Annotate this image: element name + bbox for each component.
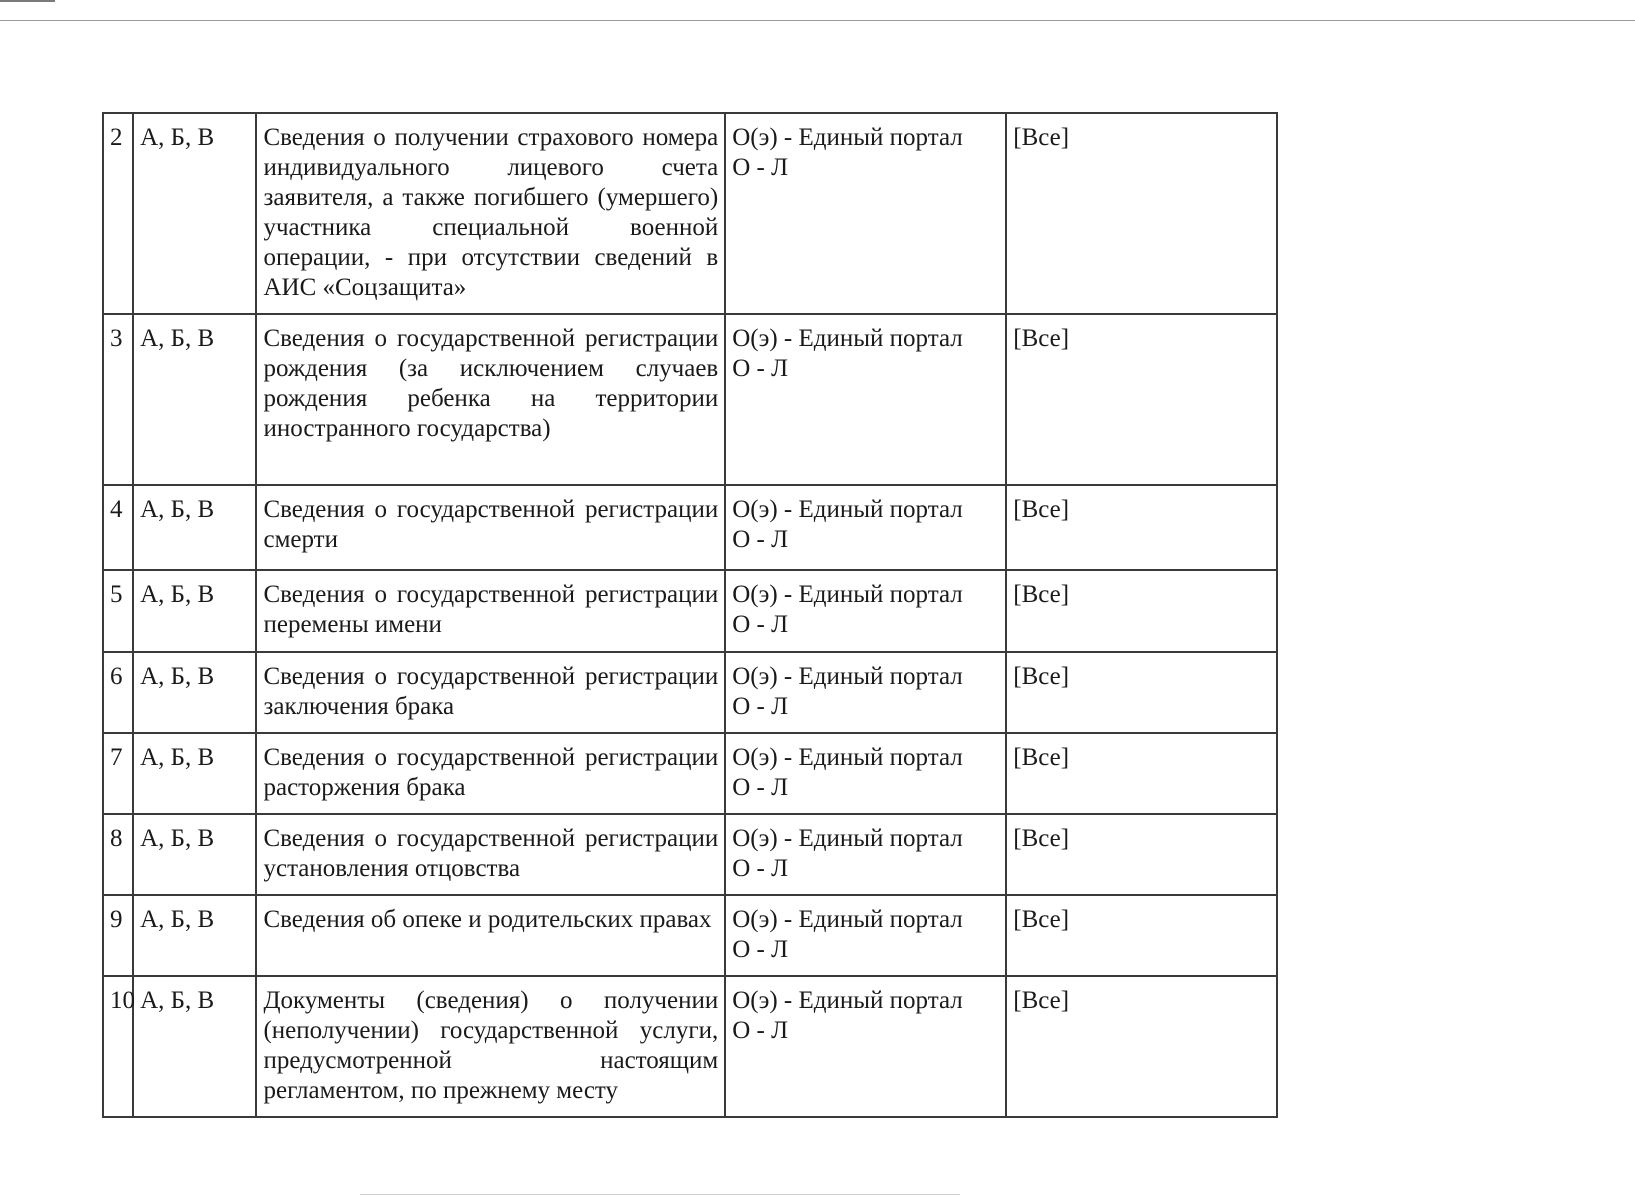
source-electronic: О(э) - Единый портал (732, 496, 963, 523)
row-recipients: [Все] (1006, 733, 1277, 814)
row-number: 9 (103, 895, 133, 976)
table-row (103, 814, 1277, 895)
table-row (103, 976, 1277, 1117)
source-electronic: О(э) - Единый портал (732, 663, 963, 690)
source-electronic: О(э) - Единый портал (732, 987, 963, 1014)
row-categories: А, Б, В (133, 570, 256, 652)
source-electronic: О(э) - Единый портал (732, 744, 963, 771)
row-source (725, 733, 1006, 814)
row-description: Сведения о государственной регистрации заключения брака (256, 652, 725, 733)
scan-edge-mark (0, 0, 55, 2)
row-description: Сведения об опеке и родительских правах (256, 895, 725, 976)
row-recipients: [Все] (1006, 652, 1277, 733)
row-categories: А, Б, В (133, 652, 256, 733)
source-electronic: О(э) - Единый портал (732, 124, 963, 151)
row-number: 8 (103, 814, 133, 895)
row-source (725, 113, 1006, 314)
row-source (725, 485, 1006, 570)
row-description: Документы (сведения) о получении (неполучении) государственной услуги, предусмотренной настоящим регламентом, по прежнему месту (256, 976, 725, 1117)
row-categories: А, Б, В (133, 733, 256, 814)
row-number: 5 (103, 570, 133, 652)
row-categories: А, Б, В (133, 976, 256, 1117)
source-electronic: О(э) - Единый портал (732, 825, 963, 852)
row-recipients: [Все] (1006, 113, 1277, 314)
row-description: Сведения о государственной регистрации рождения (за исключением случаев рождения ребенка на территории иностранного государства) (256, 314, 725, 485)
row-description: Сведения о государственной регистрации перемены имени (256, 570, 725, 652)
row-number: 4 (103, 485, 133, 570)
row-recipients: [Все] (1006, 814, 1277, 895)
row-number: 7 (103, 733, 133, 814)
source-personal: О - Л (732, 774, 789, 801)
source-electronic: О(э) - Единый портал (732, 325, 963, 352)
row-categories: А, Б, В (133, 814, 256, 895)
source-personal: О - Л (732, 526, 789, 553)
table-row (103, 895, 1277, 976)
source-personal: О - Л (732, 355, 789, 382)
table-row (103, 113, 1277, 314)
row-number: 2 (103, 113, 133, 314)
row-categories: А, Б, В (133, 485, 256, 570)
row-description: Сведения о государственной регистрации установления отцовства (256, 814, 725, 895)
row-recipients: [Все] (1006, 314, 1277, 485)
row-description: Сведения о получении страхового номера индивидуального лицевого счета заявителя, а также погибшего (умершего) участника специальной военной операции, - при отсутствии сведений в АИС «Соцзащита» (256, 113, 725, 314)
row-source (725, 652, 1006, 733)
row-source (725, 570, 1006, 652)
row-recipients: [Все] (1006, 570, 1277, 652)
source-personal: О - Л (732, 611, 789, 638)
source-personal: О - Л (732, 855, 789, 882)
row-number: 6 (103, 652, 133, 733)
row-recipients: [Все] (1006, 895, 1277, 976)
table-row (103, 652, 1277, 733)
source-personal: О - Л (732, 936, 789, 963)
table-row (103, 570, 1277, 652)
row-source (725, 895, 1006, 976)
row-categories: А, Б, В (133, 314, 256, 485)
source-electronic: О(э) - Единый портал (732, 581, 963, 608)
row-recipients: [Все] (1006, 485, 1277, 570)
row-categories: А, Б, В (133, 895, 256, 976)
row-categories: А, Б, В (133, 113, 256, 314)
source-personal: О - Л (732, 154, 789, 181)
row-source (725, 976, 1006, 1117)
scan-top-rule (0, 20, 1635, 21)
table-row (103, 314, 1277, 485)
row-recipients: [Все] (1006, 976, 1277, 1117)
row-source (725, 314, 1006, 485)
row-description: Сведения о государственной регистрации расторжения брака (256, 733, 725, 814)
documents-table (102, 112, 1278, 1118)
source-personal: О - Л (732, 693, 789, 720)
source-electronic: О(э) - Единый портал (732, 906, 963, 933)
row-source (725, 814, 1006, 895)
source-personal: О - Л (732, 1017, 789, 1044)
row-description: Сведения о государственной регистрации смерти (256, 485, 725, 570)
table-row (103, 733, 1277, 814)
row-number: 10 (103, 976, 133, 1117)
scan-bottom-rule (360, 1194, 960, 1195)
row-number: 3 (103, 314, 133, 485)
table-row (103, 485, 1277, 570)
